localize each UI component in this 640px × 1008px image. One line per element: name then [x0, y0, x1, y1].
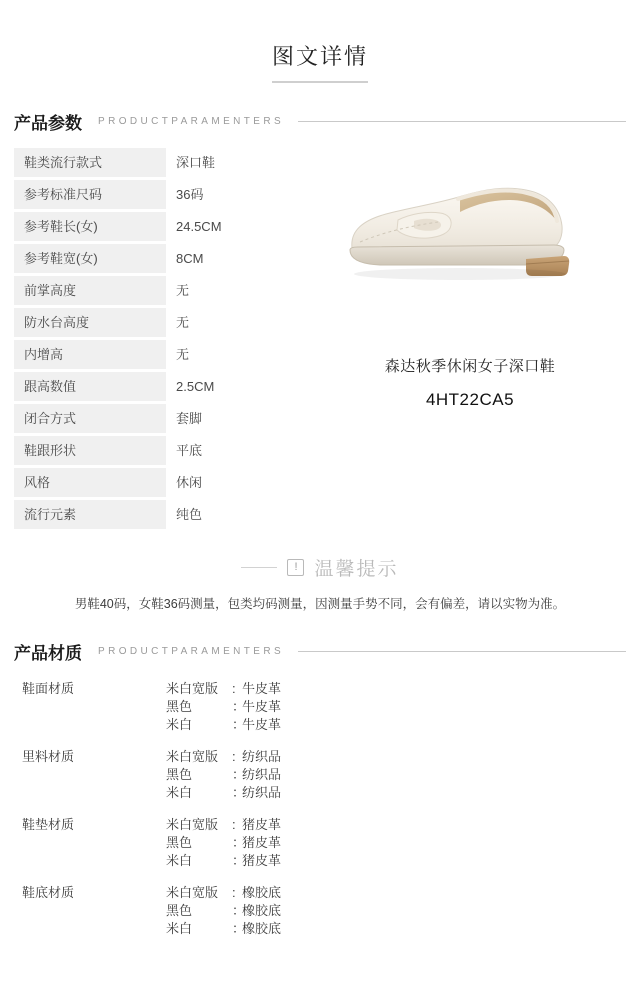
list-item [14, 680, 626, 734]
param-label: 参考标准尺码 [14, 180, 166, 209]
material-value: 牛皮革 [242, 699, 282, 714]
material-line [166, 680, 626, 698]
param-value: 无 [176, 315, 190, 330]
param-label: 内增高 [14, 340, 166, 369]
param-label: 流行元素 [14, 500, 166, 529]
materials-list [0, 680, 640, 938]
material-value: 牛皮革 [242, 717, 282, 732]
param-label: 风格 [14, 468, 166, 497]
table-row [14, 372, 314, 401]
material-separator: ： [232, 921, 246, 936]
table-row [14, 500, 314, 529]
material-separator: ： [232, 903, 246, 918]
param-value: 24.5CM [176, 219, 222, 234]
material-variant: 米白宽版 [166, 749, 219, 764]
table-row [14, 180, 314, 209]
table-row [14, 340, 314, 369]
section-title-params-en: PRODUCTPARAMENTERS [98, 116, 285, 127]
material-variant: 黑色 [166, 767, 193, 782]
material-line [166, 748, 626, 766]
material-variant: 米白宽版 [166, 885, 219, 900]
table-row [14, 308, 314, 337]
page-title: 图文详情 [272, 40, 368, 83]
material-value: 猪皮革 [242, 853, 282, 868]
material-variant: 米白 [166, 921, 193, 936]
material-variant: 黑色 [166, 835, 193, 850]
tips-text: 男鞋40码，女鞋36码测量，包类均码测量，因测量手势不同，会有偏差，请以实物为准。 [74, 597, 566, 611]
param-label: 鞋跟形状 [14, 436, 166, 465]
page-title-area [0, 0, 640, 83]
bottom-spacer [0, 938, 640, 1008]
param-label: 鞋类流行款式 [14, 148, 166, 177]
material-separator: ： [232, 717, 246, 732]
material-separator: ： [232, 853, 246, 868]
params-area [0, 148, 640, 532]
tips-block [0, 554, 640, 613]
table-row [14, 468, 314, 497]
material-values [166, 884, 626, 938]
material-label: 里料材质 [22, 749, 75, 764]
param-value: 纯色 [176, 507, 203, 522]
material-value: 纺织品 [242, 785, 282, 800]
material-variant: 米白 [166, 785, 193, 800]
param-label: 参考鞋长(女) [14, 212, 166, 241]
param-value: 平底 [176, 443, 203, 458]
material-separator: : [232, 749, 236, 764]
material-value: 纺织品 [242, 767, 282, 782]
section-title-materials-en: PRODUCTPARAMENTERS [98, 646, 285, 657]
material-line [166, 834, 626, 852]
param-label: 前掌高度 [14, 276, 166, 305]
shoe-illustration [340, 164, 600, 284]
product-code: 4HT22CA5 [425, 390, 515, 409]
param-label: 跟高数值 [14, 372, 166, 401]
tips-divider-left [241, 567, 277, 568]
material-label: 鞋面材质 [22, 681, 75, 696]
material-variant: 黑色 [166, 699, 193, 714]
material-line [166, 816, 626, 834]
param-value: 2.5CM [176, 379, 215, 394]
list-item [14, 884, 626, 938]
material-value: 纺织品 [242, 749, 282, 764]
section-divider [298, 121, 626, 122]
table-row [14, 276, 314, 305]
material-separator: : [232, 681, 236, 696]
material-separator: ： [232, 785, 246, 800]
param-value: 套脚 [176, 411, 203, 426]
material-variant: 黑色 [166, 903, 193, 918]
material-values [166, 748, 626, 802]
param-value: 无 [176, 347, 190, 362]
exclamation-icon: ! [287, 559, 304, 576]
tips-header [0, 554, 640, 581]
param-value: 36码 [176, 187, 204, 202]
section-title-params-cn: 产品参数 [14, 114, 82, 133]
product-name: 森达秋季休闲女子深口鞋 [384, 358, 556, 375]
parameter-table [14, 148, 314, 532]
material-line [166, 920, 626, 938]
material-separator: : [232, 885, 236, 900]
material-separator: ： [232, 699, 246, 714]
table-row [14, 148, 314, 177]
material-separator: ： [232, 767, 246, 782]
param-value: 深口鞋 [176, 155, 216, 170]
table-row [14, 404, 314, 433]
material-line [166, 716, 626, 734]
material-value: 橡胶底 [242, 903, 282, 918]
material-line [166, 766, 626, 784]
param-label: 防水台高度 [14, 308, 166, 337]
param-label: 参考鞋宽(女) [14, 244, 166, 273]
material-line [166, 698, 626, 716]
material-label: 鞋垫材质 [22, 817, 75, 832]
list-item [14, 816, 626, 870]
material-line [166, 884, 626, 902]
material-variant: 米白 [166, 853, 193, 868]
section-title-materials-cn: 产品材质 [14, 644, 82, 663]
list-item [14, 748, 626, 802]
material-value: 橡胶底 [242, 885, 282, 900]
param-value: 休闲 [176, 475, 203, 490]
material-variant: 米白 [166, 717, 193, 732]
table-row [14, 212, 314, 241]
material-value: 猪皮革 [242, 817, 282, 832]
material-values [166, 680, 626, 734]
param-value: 无 [176, 283, 190, 298]
material-value: 牛皮革 [242, 681, 282, 696]
param-label: 闭合方式 [14, 404, 166, 433]
material-variant: 米白宽版 [166, 817, 219, 832]
param-value: 8CM [176, 251, 204, 266]
section-header-materials [14, 613, 626, 664]
material-label: 鞋底材质 [22, 885, 75, 900]
tips-title: 温馨提示 [314, 559, 399, 580]
table-row [14, 244, 314, 273]
product-visual [314, 148, 626, 532]
product-image [325, 164, 615, 329]
material-variant: 米白宽版 [166, 681, 219, 696]
material-separator: : [232, 817, 236, 832]
material-values [166, 816, 626, 870]
material-line [166, 784, 626, 802]
section-header-params [14, 83, 626, 134]
material-separator: ： [232, 835, 246, 850]
material-line [166, 852, 626, 870]
material-value: 橡胶底 [242, 921, 282, 936]
section-divider [298, 651, 626, 652]
material-value: 猪皮革 [242, 835, 282, 850]
table-row [14, 436, 314, 465]
